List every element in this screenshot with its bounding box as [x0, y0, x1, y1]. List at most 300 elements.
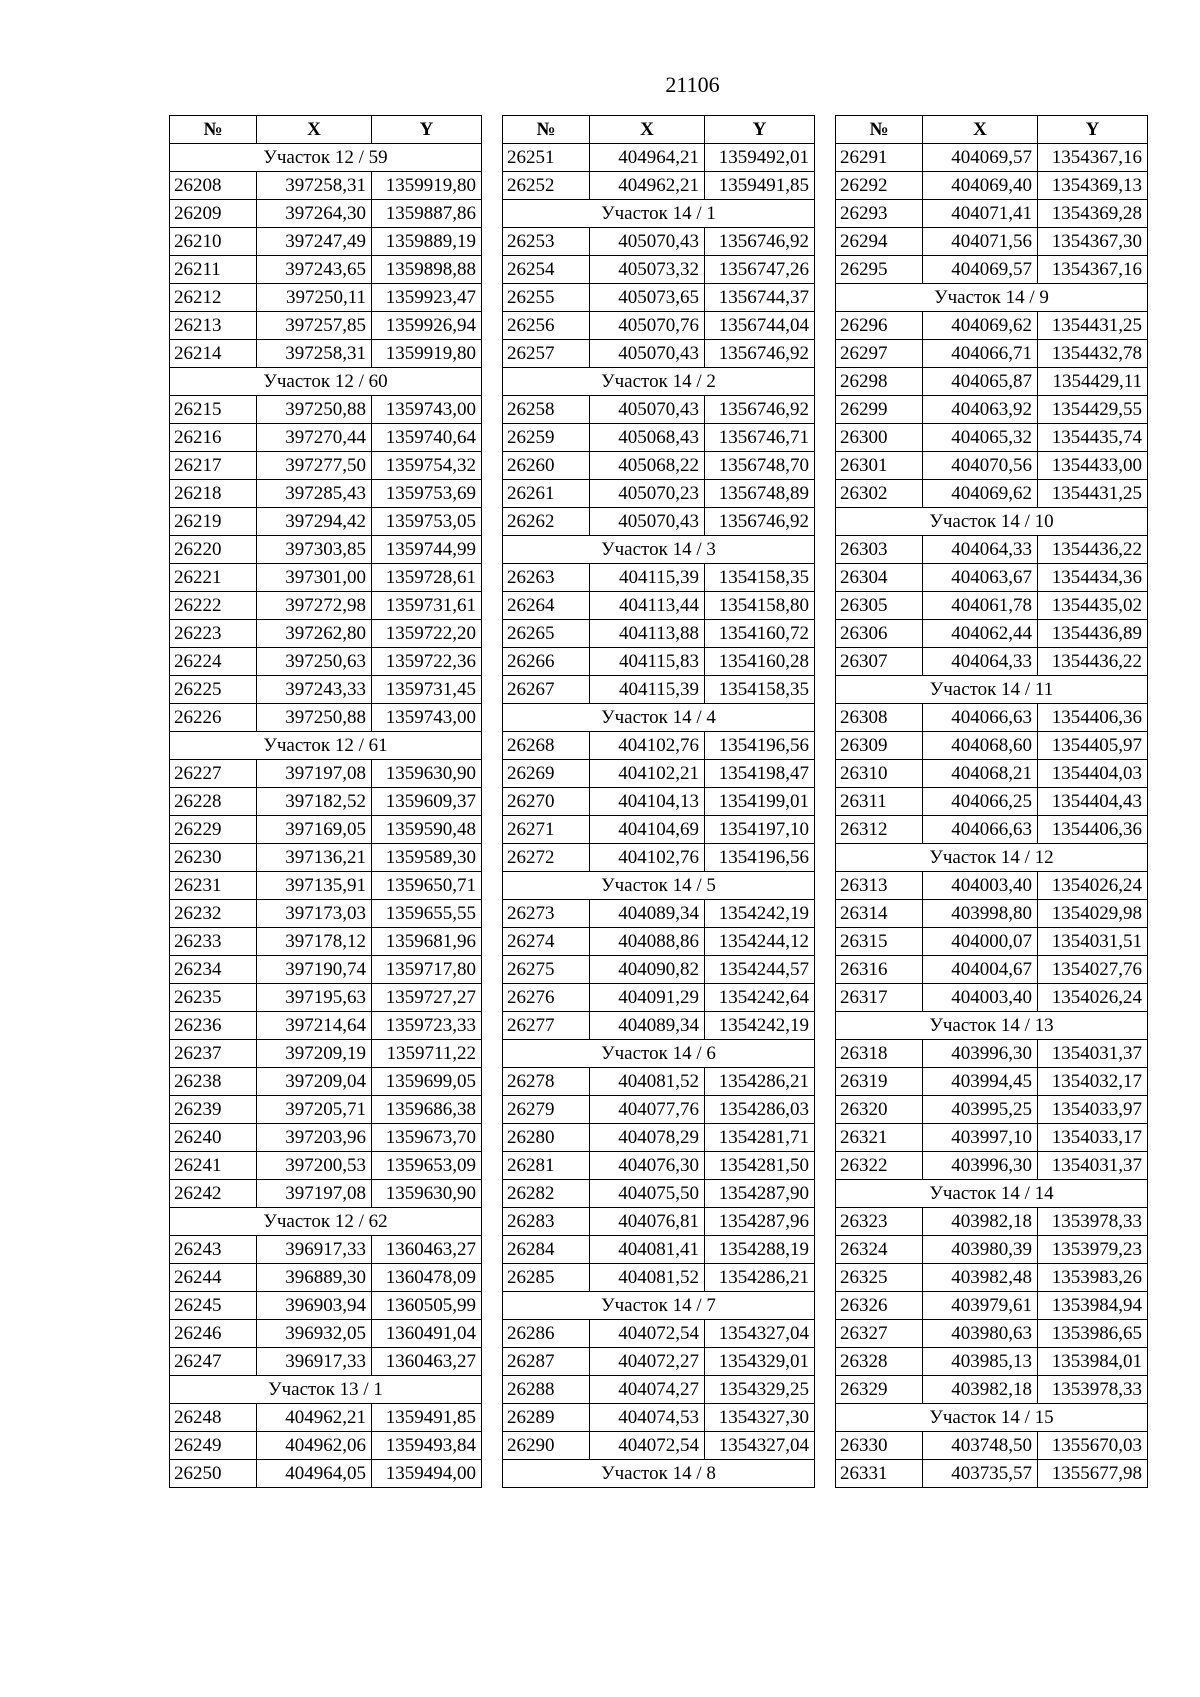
- point-number: 26310: [836, 760, 923, 788]
- table-row: [503, 452, 815, 480]
- section-title: Участок 14 / 10: [836, 508, 1148, 536]
- x-coordinate: 403982,18: [923, 1208, 1038, 1236]
- table-row: [170, 1012, 482, 1040]
- y-coordinate: 1354327,04: [705, 1432, 815, 1460]
- y-coordinate: 1354433,00: [1038, 452, 1148, 480]
- y-coordinate: 1354029,98: [1038, 900, 1148, 928]
- x-coordinate: 404069,62: [923, 312, 1038, 340]
- point-number: 26309: [836, 732, 923, 760]
- table-row: [836, 368, 1148, 396]
- point-number: 26290: [503, 1432, 590, 1460]
- x-coordinate: 405073,65: [590, 284, 705, 312]
- y-coordinate: 1354431,25: [1038, 312, 1148, 340]
- x-coordinate: 404068,60: [923, 732, 1038, 760]
- y-coordinate: 1359681,96: [372, 928, 482, 956]
- y-coordinate: 1359919,80: [372, 340, 482, 368]
- y-coordinate: 1354031,37: [1038, 1152, 1148, 1180]
- y-coordinate: 1354196,56: [705, 844, 815, 872]
- point-number: 26285: [503, 1264, 590, 1292]
- y-coordinate: 1354032,17: [1038, 1068, 1148, 1096]
- point-number: 26297: [836, 340, 923, 368]
- point-number: 26268: [503, 732, 590, 760]
- point-number: 26269: [503, 760, 590, 788]
- point-number: 26272: [503, 844, 590, 872]
- table-row: [836, 200, 1148, 228]
- table-row: [836, 704, 1148, 732]
- x-coordinate: 405068,22: [590, 452, 705, 480]
- point-number: 26303: [836, 536, 923, 564]
- table-row: [836, 480, 1148, 508]
- point-number: 26249: [170, 1432, 257, 1460]
- y-coordinate: 1353986,65: [1038, 1320, 1148, 1348]
- point-number: 26260: [503, 452, 590, 480]
- y-coordinate: 1354244,12: [705, 928, 815, 956]
- table-row: [170, 536, 482, 564]
- table-row: [170, 592, 482, 620]
- table-row: [503, 1152, 815, 1180]
- table-row: [170, 284, 482, 312]
- table-row: [836, 760, 1148, 788]
- table-row: [170, 816, 482, 844]
- section-row: [170, 1376, 482, 1404]
- x-coordinate: 397247,49: [257, 228, 372, 256]
- y-coordinate: 1359493,84: [372, 1432, 482, 1460]
- x-coordinate: 397190,74: [257, 956, 372, 984]
- table-row: [836, 340, 1148, 368]
- x-coordinate: 404077,76: [590, 1096, 705, 1124]
- point-number: 26252: [503, 172, 590, 200]
- x-coordinate: 403985,13: [923, 1348, 1038, 1376]
- x-coordinate: 404066,25: [923, 788, 1038, 816]
- x-coordinate: 404076,81: [590, 1208, 705, 1236]
- section-row: [503, 1040, 815, 1068]
- y-coordinate: 1359898,88: [372, 256, 482, 284]
- y-coordinate: 1360505,99: [372, 1292, 482, 1320]
- y-coordinate: 1354027,76: [1038, 956, 1148, 984]
- table-row: [836, 1152, 1148, 1180]
- y-coordinate: 1359491,85: [705, 172, 815, 200]
- table-row: [836, 1376, 1148, 1404]
- y-coordinate: 1356748,89: [705, 480, 815, 508]
- section-row: [503, 200, 815, 228]
- header-x: X: [923, 116, 1038, 144]
- x-coordinate: 404075,50: [590, 1180, 705, 1208]
- x-coordinate: 405070,43: [590, 396, 705, 424]
- table-row: [170, 1152, 482, 1180]
- x-coordinate: 404066,63: [923, 704, 1038, 732]
- x-coordinate: 404063,67: [923, 564, 1038, 592]
- x-coordinate: 396903,94: [257, 1292, 372, 1320]
- x-coordinate: 404962,06: [257, 1432, 372, 1460]
- table-row: [503, 508, 815, 536]
- coordinates-table-3: [835, 115, 1148, 1488]
- x-coordinate: 403997,10: [923, 1124, 1038, 1152]
- table-row: [836, 620, 1148, 648]
- point-number: 26327: [836, 1320, 923, 1348]
- point-number: 26265: [503, 620, 590, 648]
- table-row: [503, 1264, 815, 1292]
- x-coordinate: 397243,33: [257, 676, 372, 704]
- x-coordinate: 397205,71: [257, 1096, 372, 1124]
- table-row: [170, 1320, 482, 1348]
- table-row: [503, 256, 815, 284]
- section-title: Участок 14 / 3: [503, 536, 815, 564]
- y-coordinate: 1359754,32: [372, 452, 482, 480]
- table-row: [503, 424, 815, 452]
- point-number: 26208: [170, 172, 257, 200]
- y-coordinate: 1359650,71: [372, 872, 482, 900]
- y-coordinate: 1359492,01: [705, 144, 815, 172]
- x-coordinate: 397264,30: [257, 200, 372, 228]
- x-coordinate: 403995,25: [923, 1096, 1038, 1124]
- table-row: [170, 480, 482, 508]
- x-coordinate: 397301,00: [257, 564, 372, 592]
- point-number: 26274: [503, 928, 590, 956]
- point-number: 26325: [836, 1264, 923, 1292]
- table-row: [836, 536, 1148, 564]
- y-coordinate: 1359686,38: [372, 1096, 482, 1124]
- y-coordinate: 1359731,45: [372, 676, 482, 704]
- point-number: 26212: [170, 284, 257, 312]
- x-coordinate: 397250,88: [257, 396, 372, 424]
- header-number: №: [503, 116, 590, 144]
- table-row: [170, 676, 482, 704]
- table-row: [503, 1096, 815, 1124]
- x-coordinate: 404061,78: [923, 592, 1038, 620]
- point-number: 26253: [503, 228, 590, 256]
- point-number: 26237: [170, 1040, 257, 1068]
- y-coordinate: 1353978,33: [1038, 1208, 1148, 1236]
- point-number: 26283: [503, 1208, 590, 1236]
- x-coordinate: 404062,44: [923, 620, 1038, 648]
- x-coordinate: 404004,67: [923, 956, 1038, 984]
- x-coordinate: 403998,80: [923, 900, 1038, 928]
- table-row: [503, 620, 815, 648]
- y-coordinate: 1359630,90: [372, 760, 482, 788]
- y-coordinate: 1354242,19: [705, 900, 815, 928]
- table-row: [836, 564, 1148, 592]
- point-number: 26229: [170, 816, 257, 844]
- point-number: 26230: [170, 844, 257, 872]
- x-coordinate: 397250,11: [257, 284, 372, 312]
- x-coordinate: 404102,76: [590, 844, 705, 872]
- x-coordinate: 397262,80: [257, 620, 372, 648]
- table-row: [836, 1208, 1148, 1236]
- table-row: [503, 676, 815, 704]
- y-coordinate: 1354327,04: [705, 1320, 815, 1348]
- section-row: [836, 844, 1148, 872]
- table-row: [503, 1432, 815, 1460]
- y-coordinate: 1354287,96: [705, 1208, 815, 1236]
- table-row: [503, 144, 815, 172]
- y-coordinate: 1359673,70: [372, 1124, 482, 1152]
- y-coordinate: 1354367,16: [1038, 144, 1148, 172]
- section-title: Участок 12 / 62: [170, 1208, 482, 1236]
- y-coordinate: 1359722,20: [372, 620, 482, 648]
- point-number: 26292: [836, 172, 923, 200]
- section-title: Участок 14 / 6: [503, 1040, 815, 1068]
- table-row: [836, 312, 1148, 340]
- table-row: [836, 1264, 1148, 1292]
- section-title: Участок 12 / 61: [170, 732, 482, 760]
- y-coordinate: 1354158,35: [705, 676, 815, 704]
- x-coordinate: 404102,76: [590, 732, 705, 760]
- table-row: [836, 984, 1148, 1012]
- point-number: 26221: [170, 564, 257, 592]
- y-coordinate: 1353984,01: [1038, 1348, 1148, 1376]
- point-number: 26209: [170, 200, 257, 228]
- y-coordinate: 1354429,55: [1038, 396, 1148, 424]
- x-coordinate: 405070,23: [590, 480, 705, 508]
- point-number: 26273: [503, 900, 590, 928]
- y-coordinate: 1354436,89: [1038, 620, 1148, 648]
- point-number: 26291: [836, 144, 923, 172]
- point-number: 26289: [503, 1404, 590, 1432]
- y-coordinate: 1356748,70: [705, 452, 815, 480]
- point-number: 26233: [170, 928, 257, 956]
- x-coordinate: 397258,31: [257, 340, 372, 368]
- point-number: 26312: [836, 816, 923, 844]
- x-coordinate: 405068,43: [590, 424, 705, 452]
- point-number: 26302: [836, 480, 923, 508]
- x-coordinate: 397203,96: [257, 1124, 372, 1152]
- point-number: 26323: [836, 1208, 923, 1236]
- x-coordinate: 404091,29: [590, 984, 705, 1012]
- y-coordinate: 1353979,23: [1038, 1236, 1148, 1264]
- table-row: [836, 1068, 1148, 1096]
- x-coordinate: 403996,30: [923, 1040, 1038, 1068]
- point-number: 26258: [503, 396, 590, 424]
- y-coordinate: 1360491,04: [372, 1320, 482, 1348]
- y-coordinate: 1356746,92: [705, 508, 815, 536]
- y-coordinate: 1359887,86: [372, 200, 482, 228]
- y-coordinate: 1354031,51: [1038, 928, 1148, 956]
- point-number: 26255: [503, 284, 590, 312]
- x-coordinate: 397195,63: [257, 984, 372, 1012]
- header-x: X: [257, 116, 372, 144]
- table-row: [836, 1292, 1148, 1320]
- x-coordinate: 404071,56: [923, 228, 1038, 256]
- point-number: 26301: [836, 452, 923, 480]
- y-coordinate: 1354026,24: [1038, 984, 1148, 1012]
- section-title: Участок 14 / 14: [836, 1180, 1148, 1208]
- y-coordinate: 1359743,00: [372, 704, 482, 732]
- y-coordinate: 1354431,25: [1038, 480, 1148, 508]
- table-row: [503, 1208, 815, 1236]
- x-coordinate: 405070,43: [590, 340, 705, 368]
- x-coordinate: 405070,43: [590, 228, 705, 256]
- y-coordinate: 1356747,26: [705, 256, 815, 284]
- y-coordinate: 1354198,47: [705, 760, 815, 788]
- y-coordinate: 1360463,27: [372, 1236, 482, 1264]
- point-number: 26329: [836, 1376, 923, 1404]
- header-number: №: [836, 116, 923, 144]
- point-number: 26235: [170, 984, 257, 1012]
- y-coordinate: 1354281,71: [705, 1124, 815, 1152]
- x-coordinate: 404115,83: [590, 648, 705, 676]
- table-row: [170, 228, 482, 256]
- point-number: 26280: [503, 1124, 590, 1152]
- x-coordinate: 404069,57: [923, 144, 1038, 172]
- table-row: [836, 396, 1148, 424]
- y-coordinate: 1354327,30: [705, 1404, 815, 1432]
- y-coordinate: 1359723,33: [372, 1012, 482, 1040]
- section-row: [503, 368, 815, 396]
- point-number: 26226: [170, 704, 257, 732]
- point-number: 26287: [503, 1348, 590, 1376]
- y-coordinate: 1354429,11: [1038, 368, 1148, 396]
- table-row: [170, 1096, 482, 1124]
- y-coordinate: 1356746,92: [705, 340, 815, 368]
- section-row: [836, 508, 1148, 536]
- x-coordinate: 404064,33: [923, 648, 1038, 676]
- x-coordinate: 404065,87: [923, 368, 1038, 396]
- x-coordinate: 404066,63: [923, 816, 1038, 844]
- x-coordinate: 397303,85: [257, 536, 372, 564]
- table-row: [503, 760, 815, 788]
- y-coordinate: 1354196,56: [705, 732, 815, 760]
- x-coordinate: 404076,30: [590, 1152, 705, 1180]
- point-number: 26304: [836, 564, 923, 592]
- table-row: [170, 256, 482, 284]
- table-row: [503, 480, 815, 508]
- section-title: Участок 13 / 1: [170, 1376, 482, 1404]
- point-number: 26248: [170, 1404, 257, 1432]
- section-title: Участок 12 / 60: [170, 368, 482, 396]
- point-number: 26214: [170, 340, 257, 368]
- x-coordinate: 403979,61: [923, 1292, 1038, 1320]
- x-coordinate: 404071,41: [923, 200, 1038, 228]
- table-row: [503, 592, 815, 620]
- point-number: 26213: [170, 312, 257, 340]
- table-row: [170, 1292, 482, 1320]
- y-coordinate: 1354244,57: [705, 956, 815, 984]
- section-title: Участок 14 / 12: [836, 844, 1148, 872]
- y-coordinate: 1354404,43: [1038, 788, 1148, 816]
- x-coordinate: 404081,41: [590, 1236, 705, 1264]
- y-coordinate: 1354435,02: [1038, 592, 1148, 620]
- point-number: 26240: [170, 1124, 257, 1152]
- table-row: [170, 200, 482, 228]
- point-number: 26224: [170, 648, 257, 676]
- x-coordinate: 397277,50: [257, 452, 372, 480]
- point-number: 26275: [503, 956, 590, 984]
- table-row: [503, 1404, 815, 1432]
- table-row: [170, 1040, 482, 1068]
- table-row: [836, 732, 1148, 760]
- section-row: [503, 1292, 815, 1320]
- point-number: 26284: [503, 1236, 590, 1264]
- point-number: 26236: [170, 1012, 257, 1040]
- section-row: [170, 368, 482, 396]
- table-row: [503, 1068, 815, 1096]
- x-coordinate: 397250,88: [257, 704, 372, 732]
- section-row: [503, 1460, 815, 1488]
- section-title: Участок 12 / 59: [170, 144, 482, 172]
- table-row: [836, 144, 1148, 172]
- header-number: №: [170, 116, 257, 144]
- point-number: 26324: [836, 1236, 923, 1264]
- point-number: 26242: [170, 1180, 257, 1208]
- y-coordinate: 1356744,04: [705, 312, 815, 340]
- table-row: [503, 284, 815, 312]
- y-coordinate: 1354435,74: [1038, 424, 1148, 452]
- table-row: [170, 452, 482, 480]
- point-number: 26257: [503, 340, 590, 368]
- point-number: 26215: [170, 396, 257, 424]
- table-row: [836, 1460, 1148, 1488]
- y-coordinate: 1354158,35: [705, 564, 815, 592]
- x-coordinate: 404102,21: [590, 760, 705, 788]
- point-number: 26251: [503, 144, 590, 172]
- y-coordinate: 1354406,36: [1038, 816, 1148, 844]
- y-coordinate: 1354242,64: [705, 984, 815, 1012]
- point-number: 26271: [503, 816, 590, 844]
- table-row: [836, 648, 1148, 676]
- table-row: [170, 1180, 482, 1208]
- table-row: [170, 900, 482, 928]
- y-coordinate: 1359744,99: [372, 536, 482, 564]
- table-row: [836, 1040, 1148, 1068]
- table-row: [170, 1068, 482, 1096]
- point-number: 26216: [170, 424, 257, 452]
- point-number: 26316: [836, 956, 923, 984]
- section-row: [503, 536, 815, 564]
- y-coordinate: 1354242,19: [705, 1012, 815, 1040]
- x-coordinate: 404090,82: [590, 956, 705, 984]
- y-coordinate: 1359919,80: [372, 172, 482, 200]
- x-coordinate: 403982,18: [923, 1376, 1038, 1404]
- point-number: 26296: [836, 312, 923, 340]
- point-number: 26218: [170, 480, 257, 508]
- x-coordinate: 404081,52: [590, 1264, 705, 1292]
- x-coordinate: 404000,07: [923, 928, 1038, 956]
- table-row: [170, 1460, 482, 1488]
- table-row: [836, 256, 1148, 284]
- x-coordinate: 404069,62: [923, 480, 1038, 508]
- page-number: 21106: [665, 72, 720, 97]
- x-coordinate: 404962,21: [590, 172, 705, 200]
- table-row: [503, 788, 815, 816]
- y-coordinate: 1354026,24: [1038, 872, 1148, 900]
- section-title: Участок 14 / 7: [503, 1292, 815, 1320]
- point-number: 26293: [836, 200, 923, 228]
- x-coordinate: 397178,12: [257, 928, 372, 956]
- point-number: 26225: [170, 676, 257, 704]
- table-row: [170, 956, 482, 984]
- table-row: [170, 312, 482, 340]
- point-number: 26241: [170, 1152, 257, 1180]
- y-coordinate: 1359717,80: [372, 956, 482, 984]
- y-coordinate: 1359889,19: [372, 228, 482, 256]
- table-row: [170, 648, 482, 676]
- section-title: Участок 14 / 13: [836, 1012, 1148, 1040]
- x-coordinate: 404078,29: [590, 1124, 705, 1152]
- section-title: Участок 14 / 15: [836, 1404, 1148, 1432]
- section-row: [836, 676, 1148, 704]
- point-number: 26278: [503, 1068, 590, 1096]
- x-coordinate: 397294,42: [257, 508, 372, 536]
- y-coordinate: 1354287,90: [705, 1180, 815, 1208]
- table-header-row: [170, 116, 482, 144]
- point-number: 26234: [170, 956, 257, 984]
- table-row: [503, 648, 815, 676]
- section-row: [836, 1012, 1148, 1040]
- table-row: [503, 312, 815, 340]
- y-coordinate: 1354436,22: [1038, 648, 1148, 676]
- point-number: 26244: [170, 1264, 257, 1292]
- y-coordinate: 1359609,37: [372, 788, 482, 816]
